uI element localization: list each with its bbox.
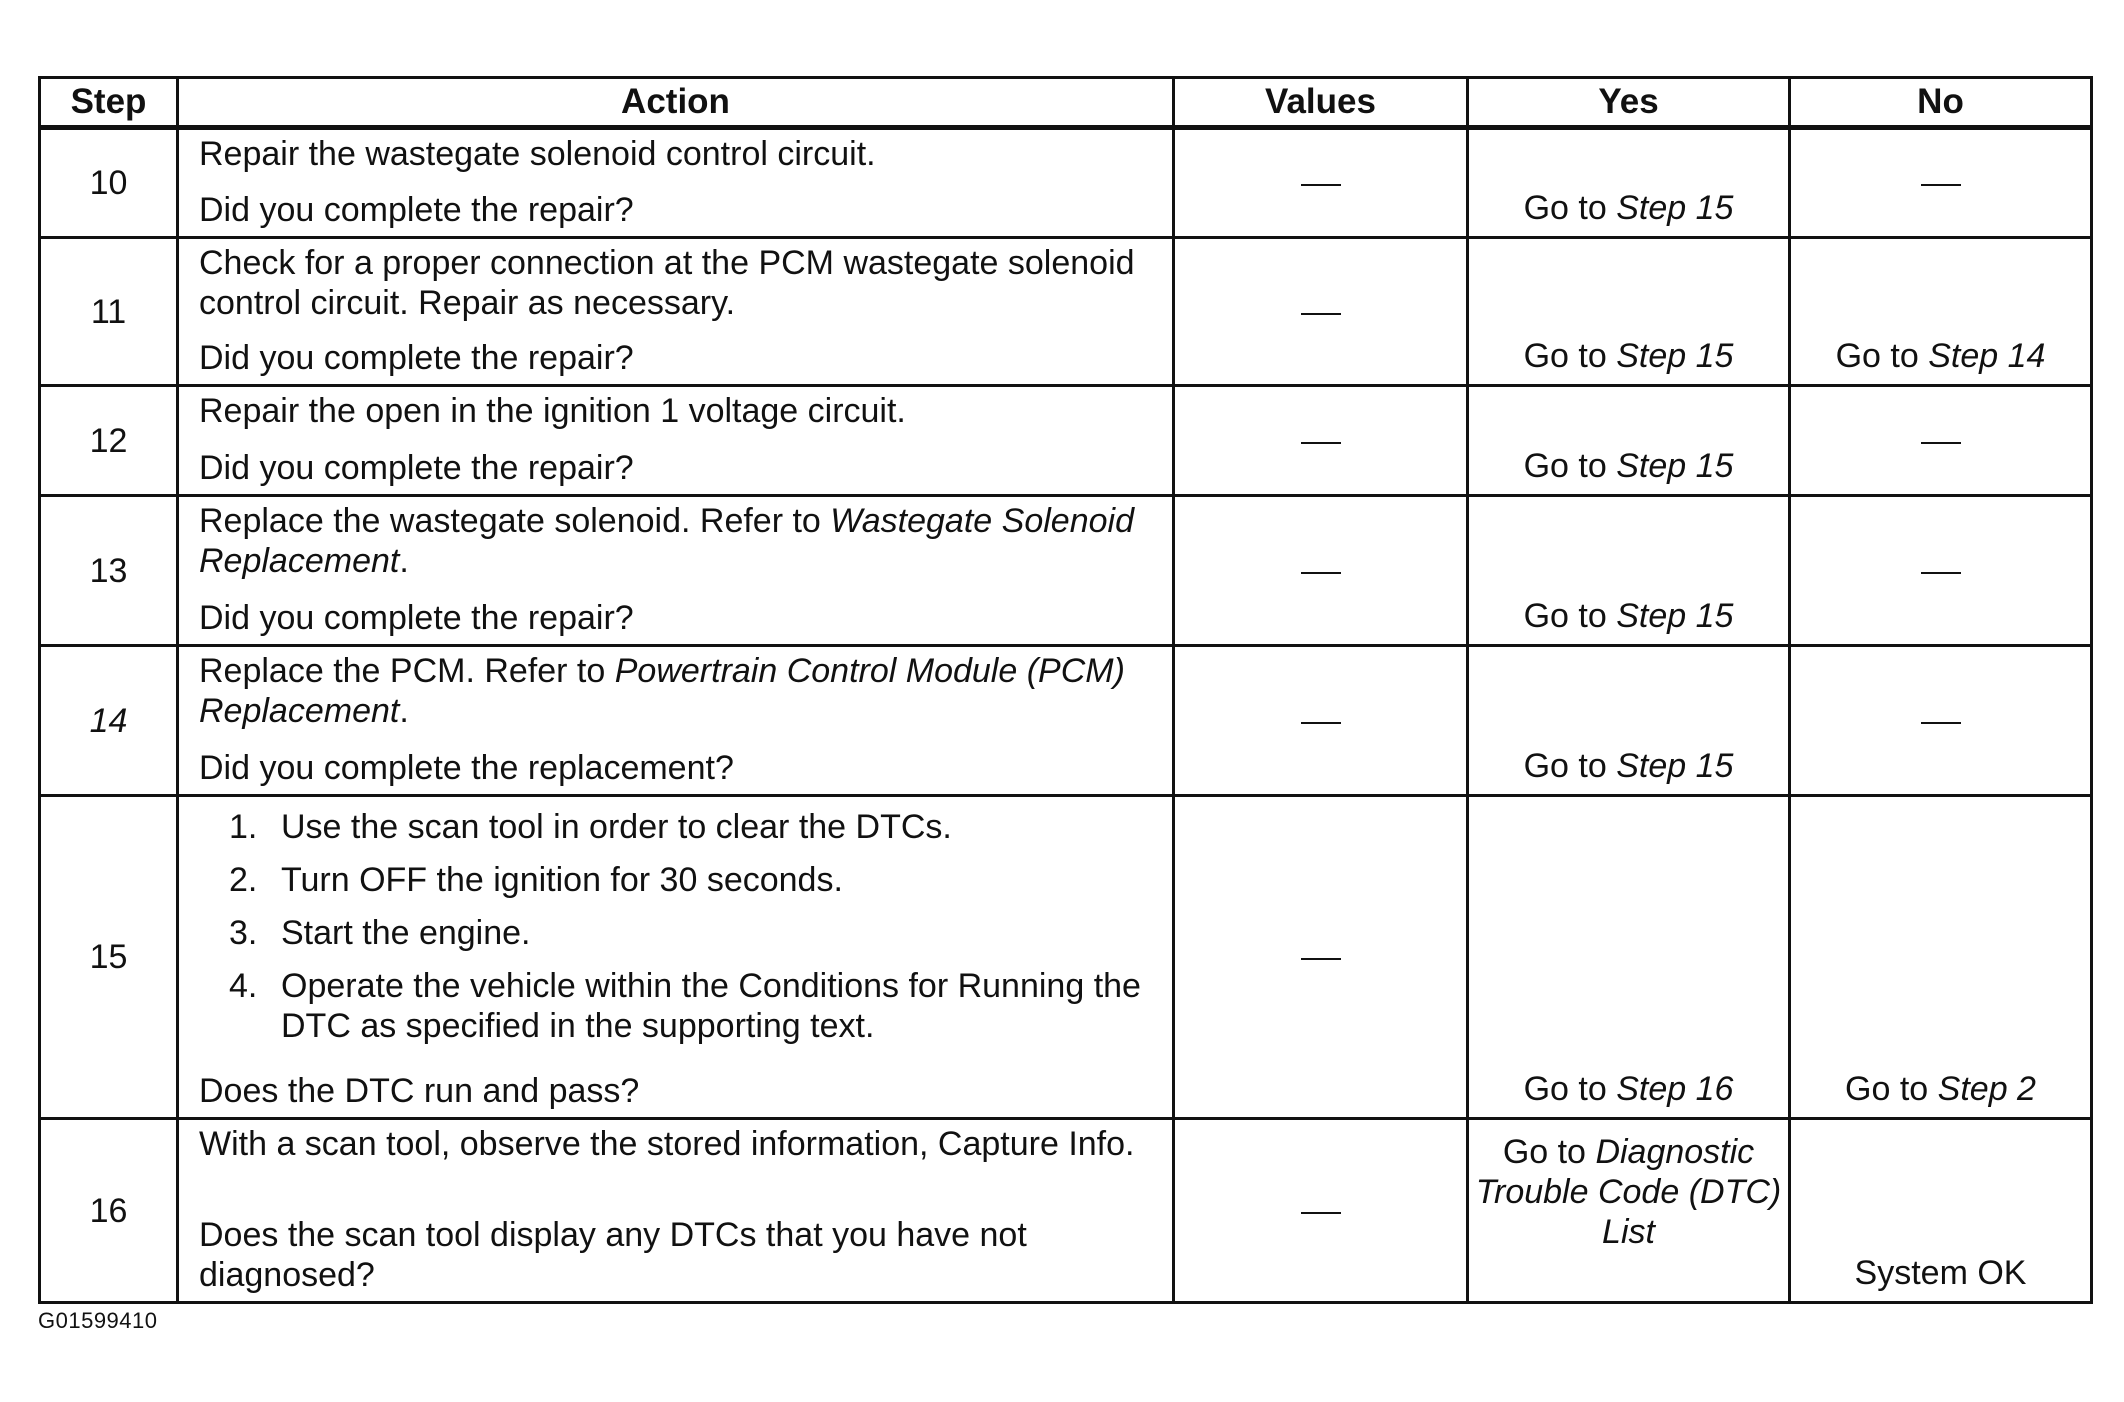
yes-cell [1468,128,1790,238]
header-yes: Yes [1468,78,1790,128]
action-cell [178,1119,1174,1303]
list-number: 1. [229,808,258,846]
figure-id: G01599410 [38,1308,158,1333]
step-number: 11 [40,238,178,386]
action-cell [178,386,1174,496]
no-cell [1790,646,2092,796]
procedure-list [199,807,1156,1059]
go-to-text: Go to [1845,1070,1929,1108]
go-to-text: Go to [1523,447,1607,485]
diagnostic-table [38,76,2093,1304]
dash-mark [1921,184,1961,186]
yes-step-ref: Step 15 [1616,189,1734,227]
values-cell [1174,386,1468,496]
list-text: Start the engine. [281,914,531,952]
step-number: 13 [40,496,178,646]
action-cell [178,128,1174,238]
table-row [40,1119,2092,1303]
dash-mark [1301,1212,1341,1214]
table-row [40,496,2092,646]
dash-mark [1301,313,1341,315]
action-prefix: Replace the PCM. Refer to [199,652,615,690]
list-text: Operate the vehicle within the Conditions for Running the DTC as specified in the supporting text. [281,967,1141,1045]
no-cell [1790,386,2092,496]
go-to-text: Go to [1523,1070,1607,1108]
values-cell [1174,238,1468,386]
yes-step-ref: Step 15 [1616,747,1734,785]
action-question: Does the DTC run and pass? [199,1072,640,1110]
go-to-text: Go to [1523,337,1607,375]
procedure-list-item [199,913,1156,953]
step-number: 14 [40,646,178,796]
no-cell [1790,796,2092,1119]
procedure-reference-link: Powertrain Control Module (PCM) Replacement [199,652,1125,730]
no-step-ref: Step 14 [1928,337,2046,375]
values-cell [1174,128,1468,238]
header-action: Action [178,78,1174,128]
step-number: 15 [40,796,178,1119]
step-number: 16 [40,1119,178,1303]
list-number: 4. [229,967,258,1005]
go-to-text: Go to [1523,747,1607,785]
step-number: 12 [40,386,178,496]
values-cell [1174,646,1468,796]
procedure-list-item [199,860,1156,900]
system-ok-text: System OK [1854,1254,2027,1292]
header-no: No [1790,78,2092,128]
go-to-text: Go to [1523,189,1607,227]
action-text: Check for a proper connection at the PCM wastegate solenoid control circuit. Repair as necessary. [199,244,1135,322]
go-to-text: Go to [1502,1133,1586,1171]
yes-step-ref: Step 15 [1616,447,1734,485]
dash-mark [1301,572,1341,574]
procedure-list-item [199,966,1156,1046]
action-question: Did you complete the replacement? [199,749,734,787]
dash-mark [1301,958,1341,960]
action-text: Repair the open in the ignition 1 voltage circuit. [199,392,906,430]
header-step: Step [40,78,178,128]
dash-mark [1921,572,1961,574]
table-row [40,646,2092,796]
no-cell [1790,128,2092,238]
yes-cell [1468,496,1790,646]
action-question: Did you complete the repair? [199,449,634,487]
values-cell [1174,796,1468,1119]
table-row [40,128,2092,238]
yes-step-ref: Step 15 [1616,337,1734,375]
yes-cell [1468,386,1790,496]
yes-procedure-ref: Diagnostic Trouble Code (DTC) List [1475,1133,1782,1251]
values-cell [1174,496,1468,646]
yes-step-ref: Step 16 [1616,1070,1734,1108]
table-row [40,238,2092,386]
action-text [199,501,1156,581]
header-values: Values [1174,78,1468,128]
no-cell [1790,496,2092,646]
dash-mark [1301,722,1341,724]
action-question: Does the scan tool display any DTCs that you have not diagnosed? [199,1216,1027,1294]
action-text: Repair the wastegate solenoid control circuit. [199,135,876,173]
yes-cell [1468,796,1790,1119]
no-cell [1790,1119,2092,1303]
no-step-ref: Step 2 [1937,1070,2036,1108]
dash-mark [1301,442,1341,444]
action-question: Did you complete the repair? [199,599,634,637]
dash-mark [1301,184,1341,186]
dash-mark [1921,722,1961,724]
values-cell [1174,1119,1468,1303]
action-cell [178,496,1174,646]
action-suffix: . [399,692,409,730]
action-prefix: Replace the wastegate solenoid. Refer to [199,502,831,540]
yes-cell [1468,646,1790,796]
table-row [40,796,2092,1119]
action-text [199,651,1156,731]
header-row [40,78,2092,128]
yes-cell [1468,1119,1790,1303]
list-text: Turn OFF the ignition for 30 seconds. [281,861,843,899]
step-number: 10 [40,128,178,238]
procedure-list-item [199,807,1156,847]
action-cell [178,238,1174,386]
yes-cell [1468,238,1790,386]
no-cell [1790,238,2092,386]
list-number: 2. [229,861,258,899]
procedure-reference-link: Wastegate Solenoid Replacement [199,502,1134,580]
action-suffix: . [399,542,409,580]
go-to-text: Go to [1835,337,1919,375]
action-text: With a scan tool, observe the stored information, Capture Info. [199,1125,1135,1163]
list-number: 3. [229,914,258,952]
action-cell [178,796,1174,1119]
action-cell [178,646,1174,796]
go-to-text: Go to [1523,597,1607,635]
yes-step-ref: Step 15 [1616,597,1734,635]
action-question: Did you complete the repair? [199,339,634,377]
list-text: Use the scan tool in order to clear the DTCs. [281,808,952,846]
table-row [40,386,2092,496]
action-question: Did you complete the repair? [199,191,634,229]
dash-mark [1921,442,1961,444]
